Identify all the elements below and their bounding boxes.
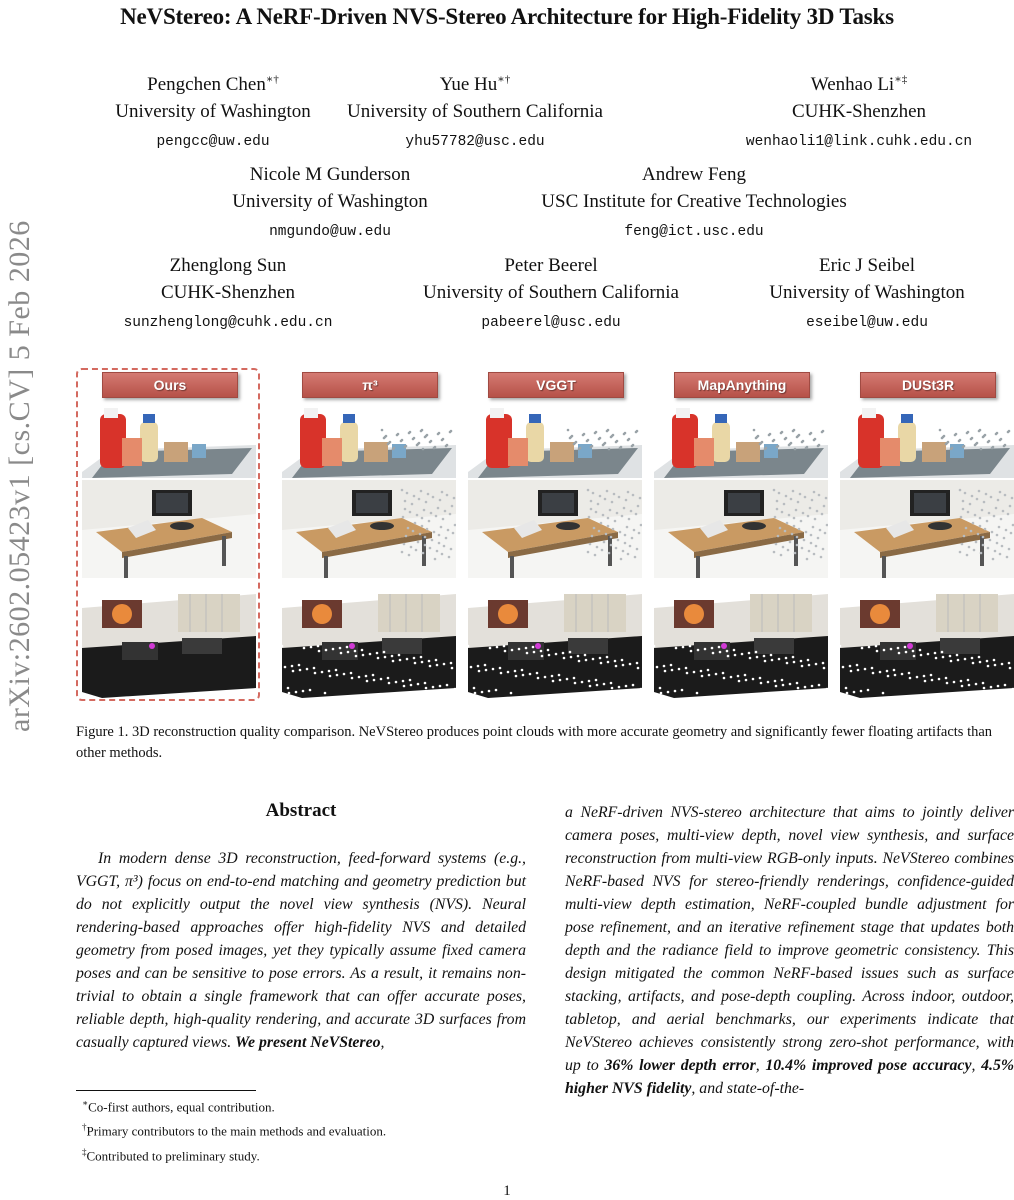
method-label: DUSt3R bbox=[860, 372, 996, 398]
author-affiliation: University of Southern California bbox=[347, 101, 603, 122]
author-name: Nicole M Gunderson bbox=[249, 164, 411, 185]
abstract-right-column bbox=[565, 801, 1014, 1100]
abstract-text: In modern dense 3D reconstruction, feed-forward systems (e.g., VGGT, π³) focus on end-to-end matching and geometry prediction but do not explicitly output the novel view synthesis (NVS). Neural rendering-based approaches offer high-fidelity NVS and detailed geometry from posed images, yet they typically assume fixed camera poses and can be sensitive to pose errors. As a result, it remains non-trivial to obtain a single framework that can offer accurate poses, reliable depth, high-quality rendering, and accurate 3D surfaces from casually captured views. bbox=[76, 850, 526, 1051]
page-number: 1 bbox=[503, 1183, 511, 1199]
figure-column-2 bbox=[276, 368, 462, 703]
author-affiliation: USC Institute for Creative Technologies bbox=[541, 191, 847, 212]
figure-1 bbox=[76, 368, 1014, 703]
reconstruction-image bbox=[654, 480, 828, 578]
author-1 bbox=[115, 71, 311, 156]
emphasis-text: 10.4% improved pose accuracy bbox=[765, 1057, 972, 1074]
author-name: Wenhao Li bbox=[810, 74, 895, 95]
author-6 bbox=[124, 252, 333, 337]
emphasis-text: We present NeVStereo bbox=[235, 1034, 381, 1051]
reconstruction-image bbox=[82, 400, 256, 478]
author-email[interactable]: pabeerel@usc.edu bbox=[481, 315, 621, 331]
author-4 bbox=[232, 161, 428, 246]
reconstruction-image bbox=[840, 588, 1014, 698]
author-5 bbox=[541, 161, 846, 246]
figure-column-3 bbox=[462, 368, 648, 703]
arxiv-watermark: arXiv:2602.05423v1 [cs.CV] 5 Feb 2026 bbox=[3, 220, 36, 732]
footnote-mark: ‡ bbox=[82, 1146, 87, 1157]
figure-column-5 bbox=[834, 368, 1014, 703]
figure-caption: Figure 1. 3D reconstruction quality comparison. NeVStereo produces point clouds with more accurate geometry and significantly fewer floating artifacts than other methods. bbox=[76, 724, 993, 761]
footnote-rule bbox=[76, 1090, 256, 1091]
author-email[interactable]: nmgundo@uw.edu bbox=[269, 224, 391, 240]
abstract-heading: Abstract bbox=[265, 800, 337, 821]
reconstruction-image bbox=[82, 588, 256, 698]
author-affiliation: University of Washington bbox=[232, 191, 428, 212]
abstract-text: a NeRF-driven NVS-stereo architecture that aims to jointly deliver camera poses, multi-view depth, novel view synthesis, and surface reconstruction from multi-view RGB-only inputs. NeVStereo combines NeRF-based NVS for stereo-friendly renderings, confidence-guided multi-view depth estimation, NeRF-coupled bundle adjustment for pose refinement, and an iterative refinement stage that updates both depth and the radiance field to improve geometric consistency. This design mitigated the common NeRF-based issues such as surface stacking, artifacts, and pose-depth coupling. Across indoor, outdoor, tabletop, and aerial benchmarks, our experiments indicate that NeVStereo achieves consistently strong zero-shot performance, with up to bbox=[565, 804, 1014, 1074]
author-mark: ∗‡ bbox=[894, 73, 908, 86]
author-email[interactable]: sunzhenglong@cuhk.edu.cn bbox=[123, 315, 333, 331]
reconstruction-image bbox=[654, 588, 828, 698]
method-label: Ours bbox=[102, 372, 238, 398]
footnote bbox=[82, 1142, 522, 1166]
emphasis-text: 4.5% higher NVS fidelity bbox=[565, 1057, 1014, 1097]
method-label: MapAnything bbox=[674, 372, 810, 398]
reconstruction-image bbox=[468, 588, 642, 698]
author-3 bbox=[746, 71, 972, 156]
author-name: Eric J Seibel bbox=[818, 255, 916, 276]
author-name: Yue Hu bbox=[439, 74, 498, 95]
reconstruction-image bbox=[282, 480, 456, 578]
abstract-text: , and state-of-the- bbox=[691, 1080, 805, 1097]
paper-title: NeVStereo: A NeRF-Driven NVS-Stereo Architecture for High-Fidelity 3D Tasks bbox=[120, 4, 894, 29]
abstract-left-column bbox=[76, 847, 526, 1054]
reconstruction-image bbox=[468, 400, 642, 478]
author-7 bbox=[423, 252, 679, 337]
author-affiliation: CUHK-Shenzhen bbox=[791, 101, 927, 122]
emphasis-text: 36% lower depth error bbox=[604, 1057, 756, 1074]
footnote-mark: ∗ bbox=[82, 1098, 89, 1108]
reconstruction-image bbox=[840, 480, 1014, 578]
author-name: Peter Beerel bbox=[504, 255, 598, 276]
reconstruction-image bbox=[282, 400, 456, 478]
author-email[interactable]: yhu57782@usc.edu bbox=[405, 134, 545, 150]
author-affiliation: University of Southern California bbox=[423, 282, 679, 303]
author-affiliation: CUHK-Shenzhen bbox=[160, 282, 296, 303]
method-label: VGGT bbox=[488, 372, 624, 398]
author-name: Andrew Feng bbox=[642, 164, 746, 185]
author-name: Pengchen Chen bbox=[147, 74, 266, 95]
author-mark: ∗† bbox=[265, 73, 279, 86]
author-2 bbox=[347, 71, 603, 156]
abstract-text: , bbox=[380, 1034, 385, 1051]
reconstruction-image bbox=[82, 480, 256, 578]
author-email[interactable]: eseibel@uw.edu bbox=[806, 315, 928, 331]
author-email[interactable]: feng@ict.usc.edu bbox=[624, 224, 764, 240]
author-name: Zhenglong Sun bbox=[169, 255, 287, 276]
reconstruction-image bbox=[654, 400, 828, 478]
reconstruction-image bbox=[282, 588, 456, 698]
footnote bbox=[82, 1117, 522, 1141]
footnote-text: Primary contributors to the main methods and evaluation. bbox=[86, 1123, 387, 1139]
author-email[interactable]: pengcc@uw.edu bbox=[156, 134, 270, 150]
author-affiliation: University of Washington bbox=[769, 282, 965, 303]
footnote-mark: † bbox=[82, 1122, 87, 1133]
footnote-text: Co-first authors, equal contribution. bbox=[88, 1099, 275, 1115]
reconstruction-image bbox=[468, 480, 642, 578]
footnote bbox=[82, 1093, 522, 1117]
author-affiliation: University of Washington bbox=[115, 101, 311, 122]
figure-column-1 bbox=[76, 368, 262, 703]
author-mark: ∗† bbox=[497, 73, 511, 86]
footnote-text: Contributed to preliminary study. bbox=[86, 1147, 260, 1163]
method-label: π³ bbox=[302, 372, 438, 398]
reconstruction-image bbox=[840, 400, 1014, 478]
author-8 bbox=[769, 252, 965, 337]
abstract-text: , bbox=[755, 1057, 766, 1074]
abstract-text: , bbox=[971, 1057, 982, 1074]
figure-column-4 bbox=[648, 368, 834, 703]
footnotes bbox=[82, 1093, 522, 1166]
author-email[interactable]: wenhaoli1@link.cuhk.edu.cn bbox=[745, 134, 973, 150]
